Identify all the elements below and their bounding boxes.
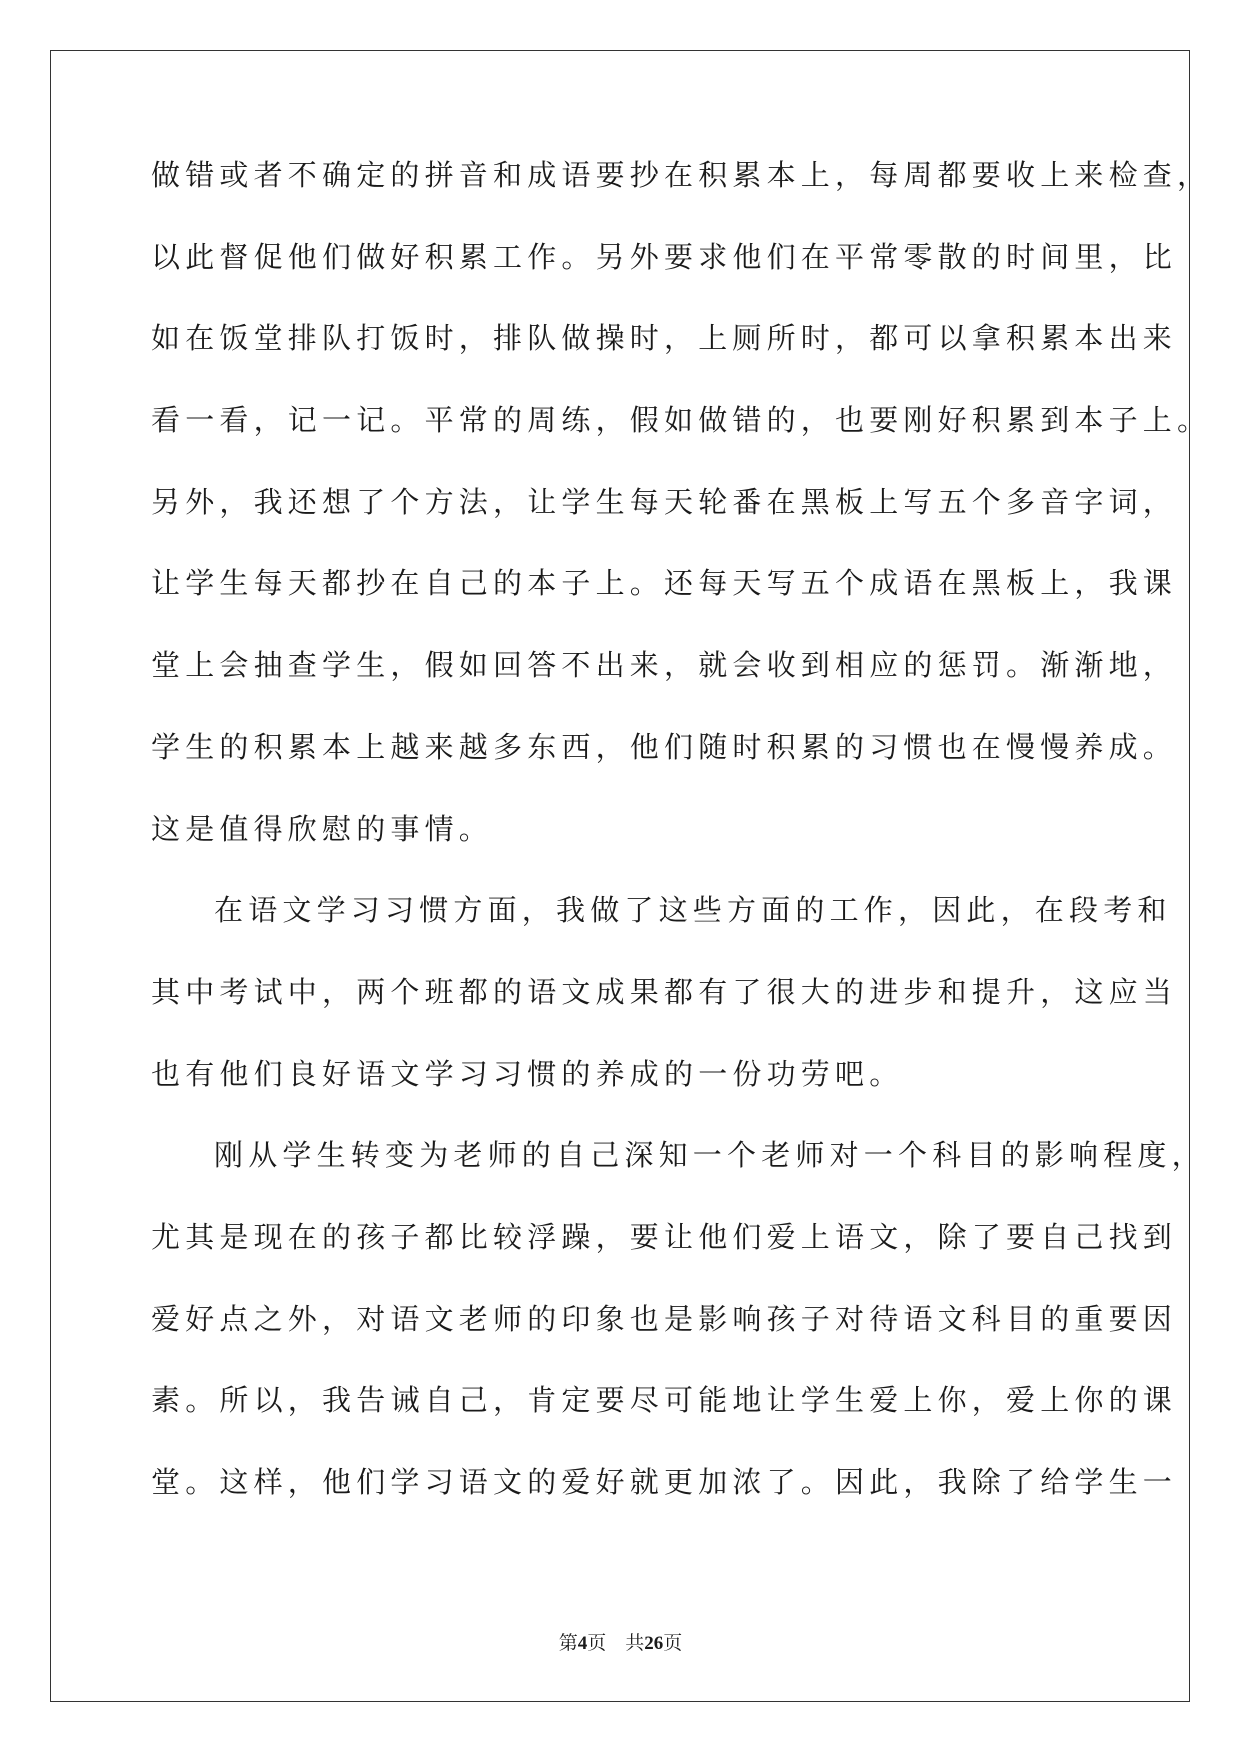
text-line: 这是值得欣慰的事情。 (151, 811, 494, 846)
document-body (151, 158, 1212, 1549)
text-line: 学生的积累本上越来越多东西，他们随时积累的习惯也在慢慢养成。 (151, 729, 1178, 764)
total-pages: 26 (644, 1633, 664, 1654)
text-line: 另外，我还想了个方法，让学生每天轮番在黑板上写五个多音字词， (151, 484, 1178, 519)
total-suffix: 页 (663, 1633, 683, 1654)
text-line: 以此督促他们做好积累工作。另外要求他们在平常零散的时间里，比 (151, 239, 1178, 274)
text-line: 素。所以，我告诫自己，肯定要尽可能地让学生爱上你，爱上你的课 (151, 1383, 1178, 1418)
page-footer (0, 1628, 1241, 1655)
text-line: 看一看，记一记。平常的周练，假如做错的，也要刚好积累到本子上。 (151, 403, 1212, 438)
paragraph-first-line: 在语文学习习惯方面，我做了这些方面的工作，因此，在段考和 (214, 893, 1172, 928)
text-line: 爱好点之外，对语文老师的印象也是影响孩子对待语文科目的重要因 (151, 1301, 1178, 1336)
total-prefix: 共 (625, 1633, 645, 1654)
text-line: 也有他们良好语文学习习惯的养成的一份功劳吧。 (151, 1056, 904, 1091)
text-line: 做错或者不确定的拼音和成语要抄在积累本上，每周都要收上来检查， (151, 158, 1212, 192)
text-line: 堂。这样，他们学习语文的爱好就更加浓了。因此，我除了给学生一 (151, 1465, 1178, 1499)
text-line: 堂上会抽查学生，假如回答不出来，就会收到相应的惩罚。渐渐地， (151, 648, 1178, 683)
page-prefix: 第 (558, 1633, 578, 1654)
text-line: 尤其是现在的孩子都比较浮躁，要让他们爱上语文，除了要自己找到 (151, 1219, 1178, 1254)
page-suffix: 页 (587, 1633, 607, 1654)
text-line: 让学生每天都抄在自己的本子上。还每天写五个成语在黑板上，我课 (151, 566, 1178, 601)
text-line: 如在饭堂排队打饭时，排队做操时，上厕所时，都可以拿积累本出来 (151, 321, 1178, 356)
text-line: 其中考试中，两个班都的语文成果都有了很大的进步和提升，这应当 (151, 974, 1178, 1009)
page-number: 4 (577, 1633, 588, 1654)
paragraph-first-line: 刚从学生转变为老师的自己深知一个老师对一个科目的影响程度， (214, 1138, 1206, 1173)
